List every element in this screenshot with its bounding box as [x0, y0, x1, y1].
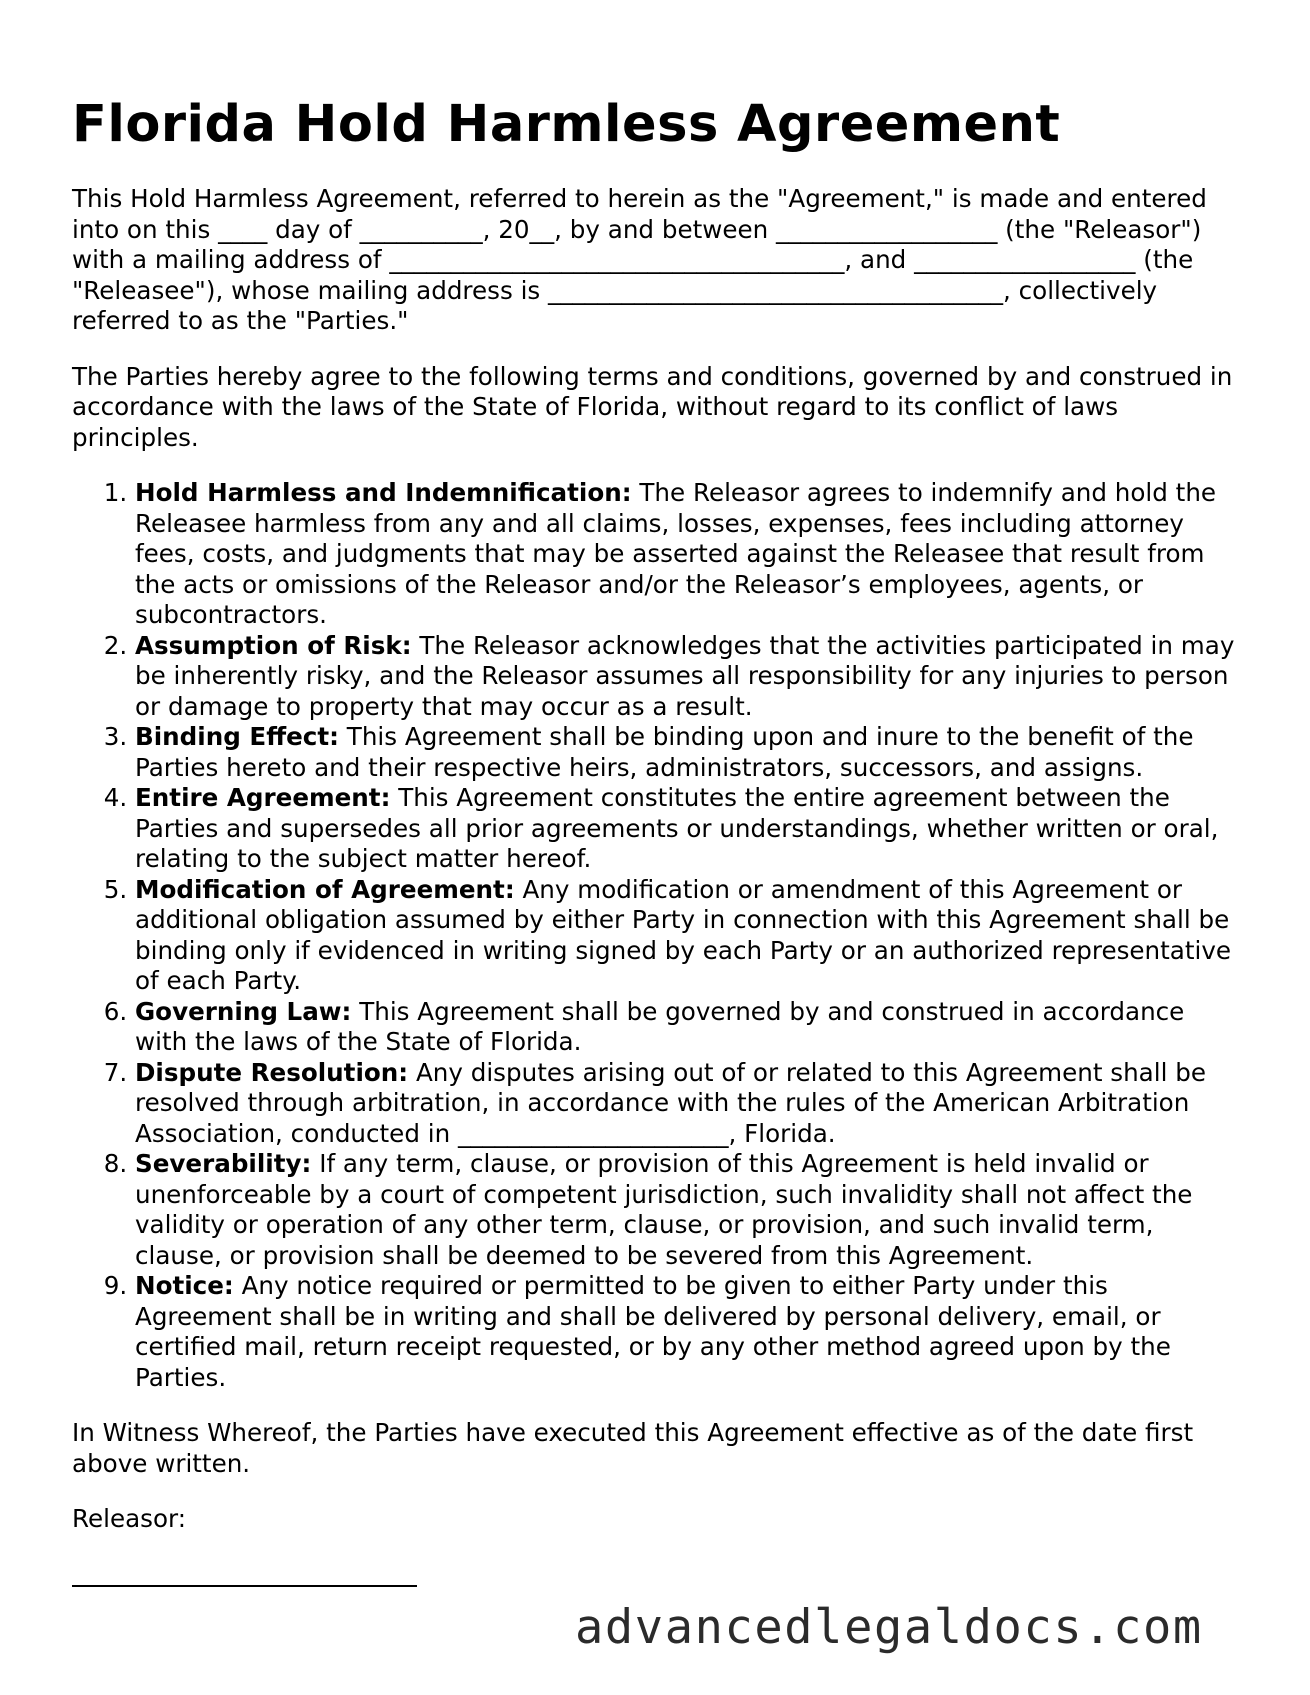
term-title: Severability:: [135, 1149, 312, 1178]
term-text: The Releasor acknowledges that the activities participated in may be inherently risky, and the Releasor assumes all responsibility for any injuries to person or damage to property that may occur as a result.: [135, 630, 1235, 721]
term-title: Binding Effect:: [135, 722, 339, 751]
term-text: If any term, clause, or provision of this Agreement is held invalid or unenforceable by a court of competent jurisdiction, such invalidity shall not affect the validity or operation of any other term, clause, or provision, and such invalid term, clause, or provision shall be deemed to be severed from this Agreement.: [135, 1149, 1193, 1270]
watermark: advancedlegaldocs.com: [575, 1600, 1203, 1655]
term-text: Any notice required or permitted to be given to either Party under this Agreement shall be in writing and shall be delivered by personal delivery, email, or certified mail, return receipt requested, or by any other method agreed upon by the Parties.: [135, 1271, 1171, 1392]
releasor-signature-line: [72, 1585, 417, 1587]
terms-list: [72, 478, 1242, 1393]
term-text: Any modification or amendment of this Agreement or additional obligation assumed by either Party in connection with this Agreement shall be binding only if evidenced in writing signed by each Party or an authorized representative of each Party.: [135, 874, 1232, 995]
term-item: [135, 722, 1242, 783]
intro-paragraph: This Hold Harmless Agreement, referred to herein as the "Agreement," is made and entered into on this ____ day of __________, 20__, by and between __________________ (the "Releasor") with a mailing address of _____________________________________, and __________________ (the "Releasee"), whose mailing address is _____________________________________, collectively referred to as the "Parties.": [72, 184, 1207, 335]
term-text: This Agreement constitutes the entire agreement between the Parties and supersedes all prior agreements or understandings, whether written or oral, relating to the subject matter hereof.: [135, 783, 1219, 873]
term-title: Governing Law:: [135, 996, 352, 1026]
releasor-label: Releasor:: [72, 1504, 186, 1533]
term-title: Modification of Agreement:: [135, 874, 515, 904]
term-item: [135, 1058, 1242, 1150]
term-item: [135, 783, 1242, 875]
witness-paragraph: In Witness Whereof, the Parties have executed this Agreement effective as of the date first above written.: [72, 1418, 1194, 1478]
term-title: Entire Agreement:: [135, 783, 391, 812]
term-text: Any disputes arising out of or related to this Agreement shall be resolved through arbitration, in accordance with the rules of the American Arbitration Association, conducted in ______________________, Florida.: [135, 1057, 1206, 1148]
term-item: [135, 631, 1242, 723]
document-page: [72, 88, 1242, 1587]
term-item: [135, 997, 1242, 1058]
term-item: [135, 1149, 1242, 1271]
term-text: This Agreement shall be binding upon and inure to the benefit of the Parties hereto and their respective heirs, administrators, successors, and assigns.: [135, 722, 1194, 782]
term-item: [135, 875, 1242, 997]
term-text: This Agreement shall be governed by and construed in accordance with the laws of the State of Florida.: [135, 996, 1185, 1056]
term-item: [135, 1271, 1242, 1393]
term-title: Assumption of Risk:: [135, 630, 412, 660]
document-title: Florida Hold Harmless Agreement: [72, 95, 1061, 154]
governing-paragraph: The Parties hereby agree to the following terms and conditions, governed by and construed in accordance with the laws of the State of Florida, without regard to its conflict of laws principles.: [72, 361, 1233, 452]
term-text: The Releasor agrees to indemnify and hold the Releasee harmless from any and all claims, losses, expenses, fees including attorney fees, costs, and judgments that may be asserted against the Releasee that result from the acts or omissions of the Releasor and/or the Releasor’s employees, agents, or subcontractors.: [135, 478, 1217, 629]
term-item: [135, 478, 1242, 631]
term-title: Notice:: [135, 1271, 234, 1300]
term-title: Hold Harmless and Indemnification:: [135, 478, 632, 507]
term-title: Dispute Resolution:: [135, 1057, 409, 1087]
